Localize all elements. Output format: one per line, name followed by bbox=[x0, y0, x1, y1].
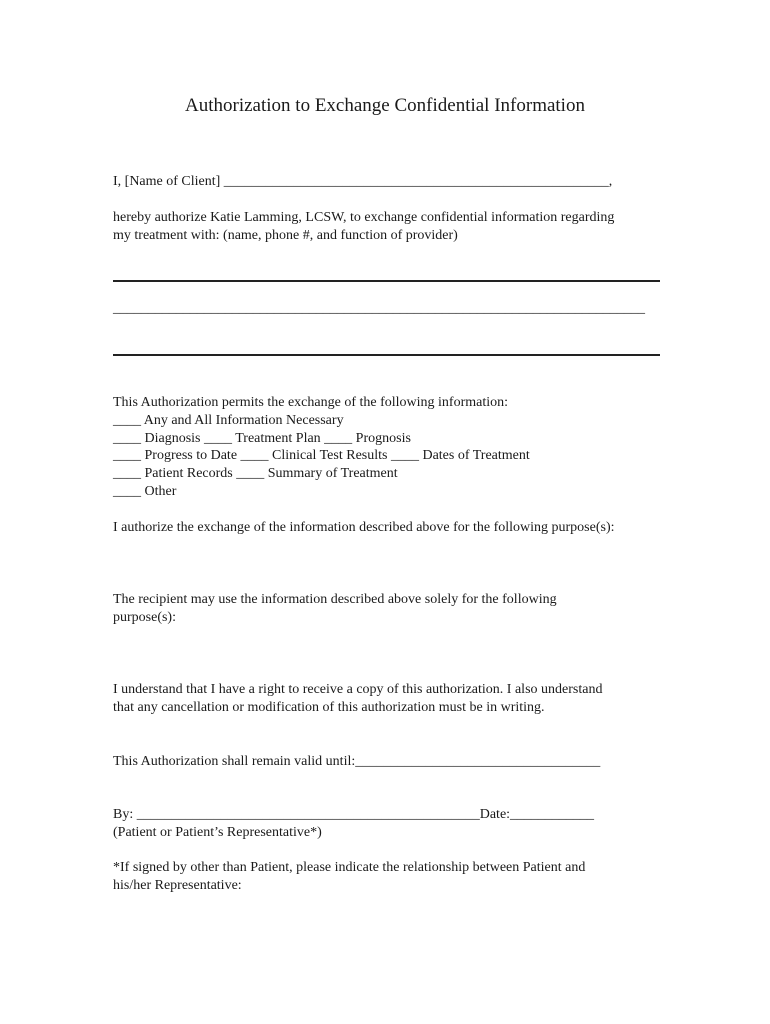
authorize-text-line-2: my treatment with: (name, phone #, and function of provider) bbox=[113, 228, 458, 243]
purpose-line: I authorize the exchange of the information described above for the following purpose(s): bbox=[113, 520, 615, 535]
info-option: ____ Any and All Information Necessary bbox=[113, 413, 344, 428]
authorize-text-line-1: hereby authorize Katie Lamming, LCSW, to exchange confidential information regarding bbox=[113, 210, 615, 225]
info-option: ____ Diagnosis ____ Treatment Plan ____ Prognosis bbox=[113, 431, 411, 446]
provider-blank-line: ____________________________________________________________________________ bbox=[113, 301, 645, 316]
representative-footnote-line-2: his/her Representative: bbox=[113, 878, 242, 893]
info-option: ____ Progress to Date ____ Clinical Test Results ____ Dates of Treatment bbox=[113, 448, 530, 463]
signature-date-line: By: _________________________________________________Date:____________ bbox=[113, 807, 595, 822]
info-option: ____ Other bbox=[113, 484, 177, 499]
recipient-purpose-line-2: purpose(s): bbox=[113, 610, 176, 625]
provider-rule-2 bbox=[113, 354, 660, 356]
page-title: Authorization to Exchange Confidential Information bbox=[185, 95, 585, 116]
recipient-purpose-line-1: The recipient may use the information described above solely for the following bbox=[113, 592, 557, 607]
signature-caption: (Patient or Patient’s Representative*) bbox=[113, 825, 322, 840]
representative-footnote-line-1: *If signed by other than Patient, please indicate the relationship between Patient and bbox=[113, 860, 586, 875]
provider-rule-1 bbox=[113, 280, 660, 282]
client-name-line: I, [Name of Client] _______________________________________________________, bbox=[113, 174, 613, 189]
valid-until-line: This Authorization shall remain valid until:___________________________________ bbox=[113, 754, 601, 769]
permits-heading: This Authorization permits the exchange of the following information: bbox=[113, 395, 509, 410]
understand-line-2: that any cancellation or modification of this authorization must be in writing. bbox=[113, 700, 545, 715]
info-option: ____ Patient Records ____ Summary of Treatment bbox=[113, 466, 398, 481]
understand-line-1: I understand that I have a right to receive a copy of this authorization. I also understand bbox=[113, 682, 603, 697]
